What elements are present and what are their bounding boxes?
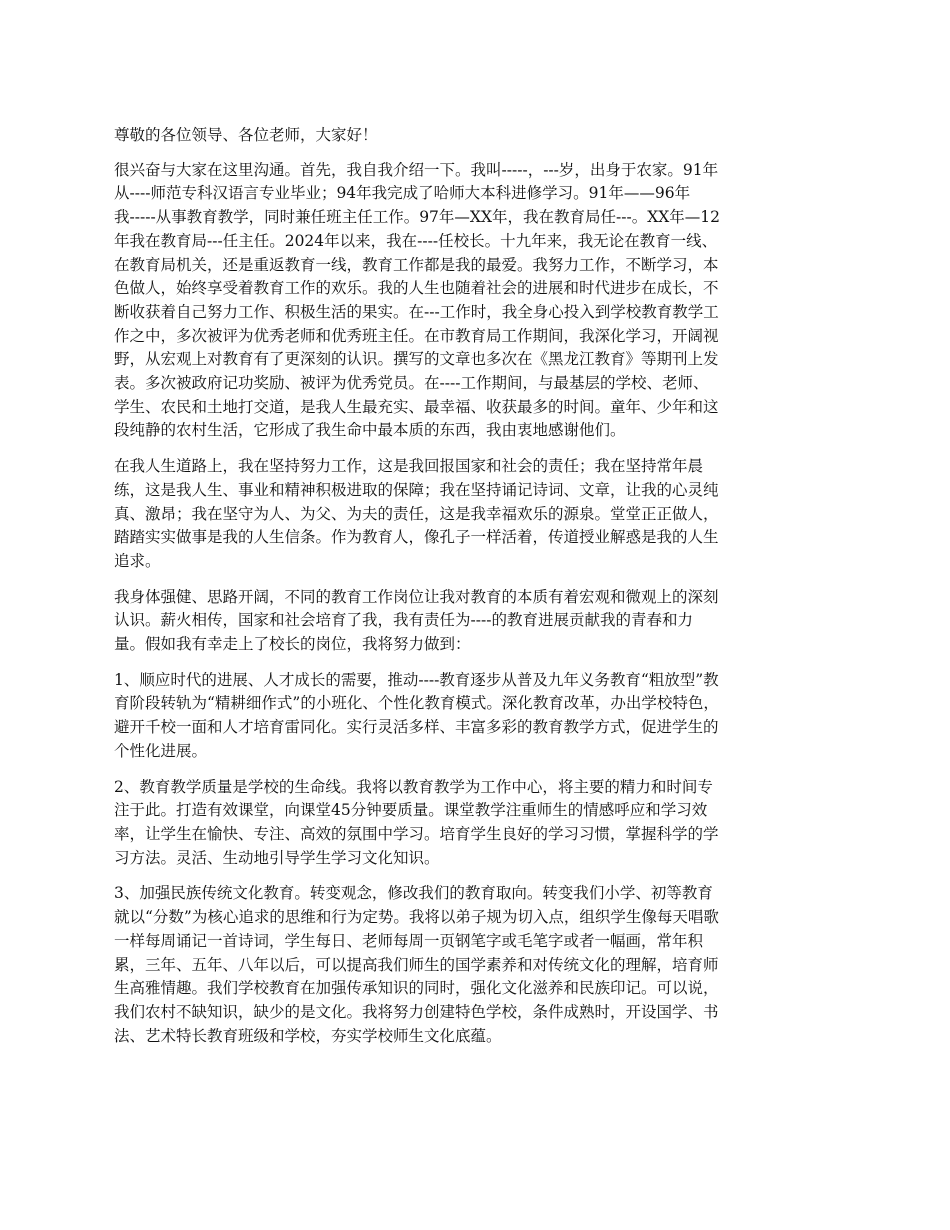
text-line: 累，三年、五年、八年以后，可以提高我们师生的国学素养和对传统文化的理解，培育师: [114, 955, 719, 974]
text-line: 我身体强健、思路开阔，不同的教育工作岗位让我对教育的本质有着宏观和微观上的深刻: [114, 587, 719, 606]
text-line: 练，这是我人生、事业和精神积极进取的保障；我在坚持诵记诗词、文章，让我的心灵纯: [114, 480, 719, 499]
text-line: 个性化进展。: [114, 741, 208, 760]
text-line: 习方法。灵活、生动地引导学生学习文化知识。: [114, 848, 440, 867]
text-line: 踏踏实实做事是我的人生信条。作为教育人，像孔子一样活着，传道授业解惑是我的人生: [114, 528, 719, 547]
text-line: 年我在教育局---任主任。2024年以来，我在----任校长。十九年来，我无论在教育一线、: [114, 231, 718, 250]
paragraph-introduction: [114, 159, 844, 443]
text-line: 法、艺术特长教育班级和学校，夯实学校师生文化底蕴。: [114, 1026, 502, 1045]
text-line: 在我人生道路上，我在坚持努力工作，这是我回报国家和社会的责任；我在坚持常年晨: [114, 457, 704, 476]
document-page: [114, 124, 844, 1060]
paragraph-point-2: [114, 776, 844, 871]
text-line: 1、顺应时代的进展、人才成长的需要，推动----教育逐步从普及九年义务教育“粗放型”教: [114, 670, 719, 689]
text-line: 在教育局机关，还是重返教育一线，教育工作都是我的最爱。我努力工作，不断学习，本: [114, 255, 719, 274]
text-line: 3、加强民族传统文化教育。转变观念，修改我们的教育取向。转变我们小学、初等教育: [114, 884, 713, 903]
text-line: 表。多次被政府记功奖励、被评为优秀党员。在----工作期间，与最基层的学校、老师、: [114, 374, 709, 393]
paragraph-point-1: [114, 669, 844, 764]
text-line: 很兴奋与大家在这里沟通。首先，我自我介绍一下。我叫-----，---岁，出身于农家。91年: [114, 160, 719, 179]
text-line: 认识。薪火相传，国家和社会培育了我，我有责任为----的教育进展贡献我的青春和力: [114, 611, 693, 630]
text-line: 一样每周诵记一首诗词，学生每日、老师每周一页钢笔字或毛笔字或者一幅画，常年积: [114, 931, 704, 950]
text-line: 量。假如我有幸走上了校长的岗位，我将努力做到：: [114, 635, 471, 654]
text-line: 从----师范专科汉语言专业毕业；94年我完成了哈师大本科进修学习。91年——96年: [114, 184, 691, 203]
text-line: 真、激昂；我在坚守为人、为父、为夫的责任，这是我幸福欢乐的源泉。堂堂正正做人，: [114, 504, 719, 523]
paragraph-life-principles: [114, 455, 844, 574]
text-line: 避开千校一面和人才培育雷同化。实行灵活多样、丰富多彩的教育教学方式，促进学生的: [114, 718, 719, 737]
text-line: 注于此。打造有效课堂，向课堂45分钟要质量。课堂教学注重师生的情感呼应和学习效: [114, 801, 708, 820]
text-line: 生高雅情趣。我们学校教育在加强传承知识的同时，强化文化滋养和民族印记。可以说，: [114, 979, 719, 998]
text-line: 就以“分数”为核心追求的思维和行为定势。我将以弟子规为切入点，组织学生像每天唱歌: [114, 908, 719, 927]
text-line: 作之中，多次被评为优秀老师和优秀班主任。在市教育局工作期间，我深化学习，开阔视: [114, 326, 719, 345]
text-line: 野，从宏观上对教育有了更深刻的认识。撰写的文章也多次在《黑龙江教育》等期刊上发: [114, 350, 719, 369]
text-line: 断收获着自己努力工作、积极生活的果实。在---工作时，我全身心投入到学校教育教学工: [114, 302, 719, 321]
text-line: 段纯静的农村生活，它形成了我生命中最本质的东西，我由衷地感谢他们。: [114, 421, 626, 440]
text-line: 率，让学生在愉快、专注、高效的氛围中学习。培育学生良好的学习习惯，掌握科学的学: [114, 824, 719, 843]
text-line: 我们农村不缺知识，缺少的是文化。我将努力创建特色学校，条件成熟时，开设国学、书: [114, 1002, 719, 1021]
greeting-line: 尊敬的各位领导、各位老师，大家好！: [114, 126, 378, 144]
text-line: 追求。: [114, 551, 161, 570]
paragraph-point-3: [114, 882, 844, 1048]
text-line: 学生、农民和土地打交道，是我人生最充实、最幸福、收获最多的时间。童年、少年和这: [114, 397, 719, 416]
text-line: 色做人，始终享受着教育工作的欢乐。我的人生也随着社会的进展和时代进步在成长，不: [114, 279, 719, 298]
text-line: 育阶段转轨为“精耕细作式”的小班化、个性化教育模式。深化教育改革，办出学校特色，: [114, 694, 719, 713]
text-line: 我-----从事教育教学，同时兼任班主任工作。97年—XX年，我在教育局任---。XX年—12: [114, 208, 720, 227]
paragraph-commitment: [114, 586, 844, 657]
text-line: 2、教育教学质量是学校的生命线。我将以教育教学为工作中心，将主要的精力和时间专: [114, 777, 713, 796]
